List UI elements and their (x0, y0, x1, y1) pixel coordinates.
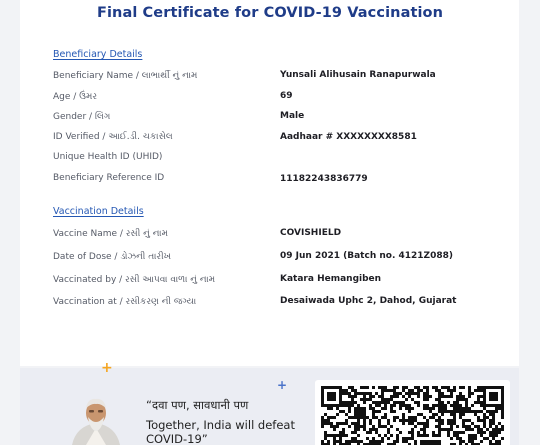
portrait-image (70, 396, 122, 445)
slogan-hindi: “दवा पण, सावधानी पण (146, 398, 249, 412)
decorative-plus-icon: + (101, 360, 113, 376)
age-value: 69 (280, 91, 293, 101)
qr-code-container (315, 380, 510, 445)
vaccination-at-value: Desaiwada Uphc 2, Dahod, Gujarat (280, 296, 457, 306)
beneficiary-details-heading: Beneficiary Details (53, 49, 143, 60)
slogan-english: Together, India will defeat COVID-19” (146, 418, 295, 445)
beneficiary-name-label: Beneficiary Name / લાભાર્થી નું નામ (53, 71, 198, 81)
beneficiary-name-value: Yunsali Alihusain Ranapurwala (280, 70, 436, 80)
dose-date-value: 09 Jun 2021 (Batch no. 4121Z088) (280, 251, 453, 261)
vaccination-at-label: Vaccination at / રસીકરણ ની જગ્યા (53, 297, 197, 307)
gender-value: Male (280, 111, 305, 121)
id-verified-label: ID Verified / આઈ.ડી. ચકાસેલ (53, 132, 173, 142)
gender-label: Gender / લિંગ (53, 112, 111, 122)
age-label: Age / ઉંમર (53, 92, 97, 102)
decorative-plus-icon: + (277, 378, 288, 392)
certificate-title: Final Certificate for COVID-19 Vaccination (96, 5, 444, 21)
vaccinated-by-value: Katara Hemangiben (280, 274, 382, 284)
vaccinated-by-label: Vaccinated by / રસી આપવા વાળા નું નામ (53, 275, 216, 285)
id-verified-value: Aadhaar # XXXXXXXX8581 (280, 132, 417, 142)
qr-code (321, 386, 504, 445)
vaccine-name-label: Vaccine Name / રસી નું નામ (53, 229, 168, 239)
reference-id-label: Beneficiary Reference ID (53, 173, 165, 183)
vaccination-details-heading: Vaccination Details (53, 206, 144, 217)
vaccine-name-value: COVISHIELD (280, 228, 342, 238)
uhid-label: Unique Health ID (UHID) (53, 152, 163, 162)
reference-id-value: 11182243836779 (280, 174, 368, 184)
dose-date-label: Date of Dose / ડોઝની તારીખ (53, 252, 172, 262)
